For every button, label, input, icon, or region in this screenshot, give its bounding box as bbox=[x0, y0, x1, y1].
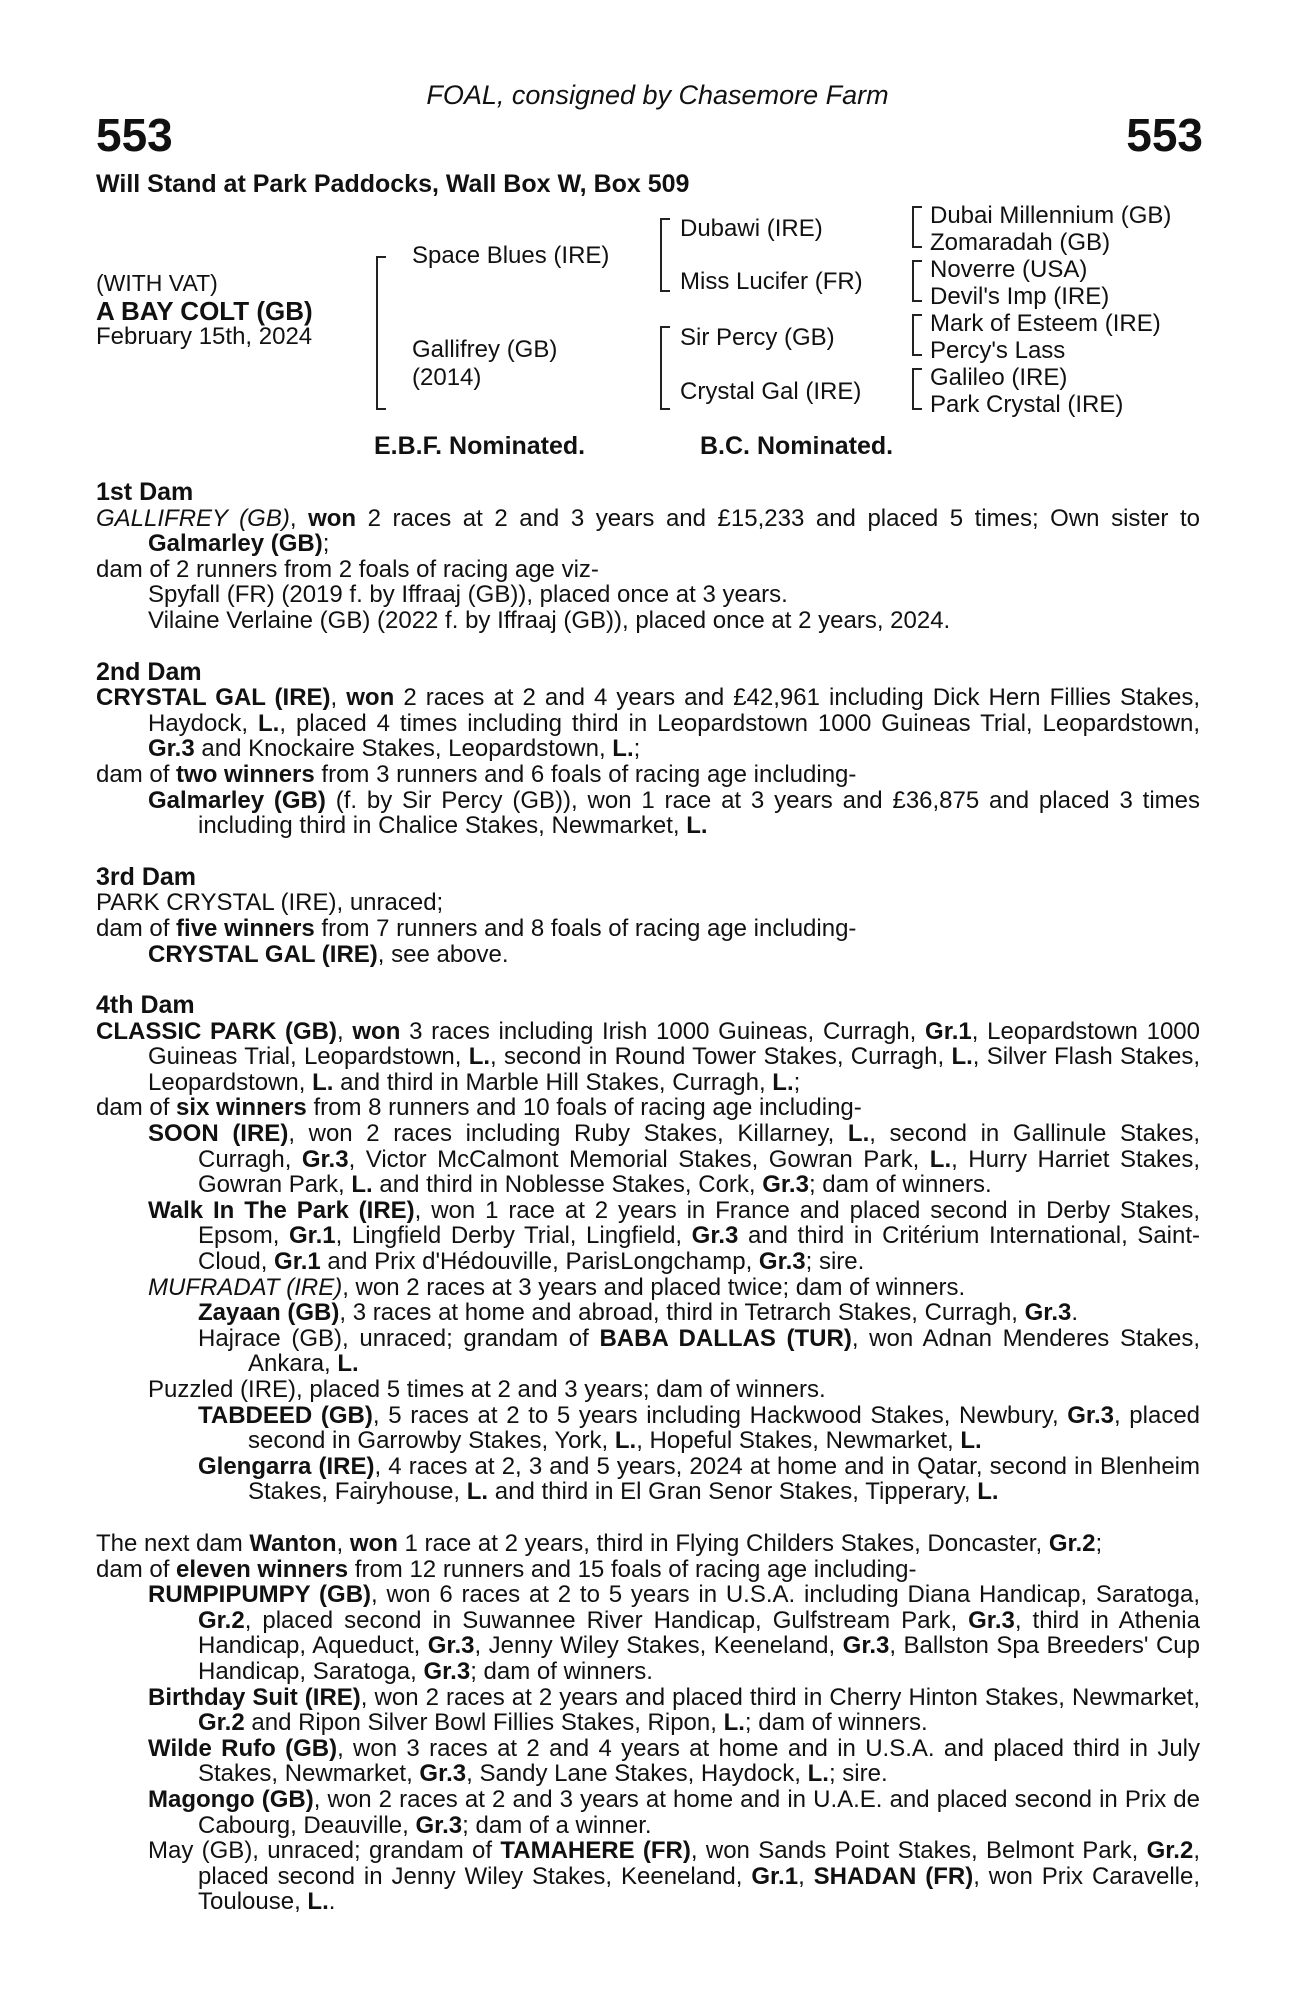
grand-produce-item: Hajrace (GB), unraced; grandam of BABA DALLAS (TUR), won Adnan Menderes Stakes, Ankara, L. bbox=[198, 1324, 1201, 1378]
sire-dam: Miss Lucifer (FR) bbox=[680, 268, 863, 295]
bc-nomination: B.C. Nominated. bbox=[700, 432, 894, 460]
fourth-dam-heading: 4th Dam bbox=[96, 991, 195, 1020]
produce-item: Spyfall (FR) (2019 f. by Iffraaj (GB)), placed once at 3 years. bbox=[148, 581, 788, 609]
consignor-line: FOAL, consigned by Chasemore Farm bbox=[426, 80, 889, 110]
fourth-dam-produce: dam of six winners from 8 runners and 10 foals of racing age including- bbox=[96, 1094, 862, 1122]
brace-sd bbox=[912, 260, 922, 302]
produce-item: CRYSTAL GAL (IRE), see above. bbox=[148, 940, 509, 968]
pedigree-brace-dam bbox=[660, 326, 670, 410]
pedigree-ddd: Park Crystal (IRE) bbox=[930, 391, 1124, 418]
pedigree-brace-sire bbox=[660, 218, 670, 292]
produce-item: Magongo (GB), won 2 races at 2 and 3 years at home and in U.A.E. and placed second in Prix de Cabourg, Deauville, Gr.3; dam of a winner. bbox=[148, 1785, 1201, 1839]
pedigree-dds: Galileo (IRE) bbox=[930, 364, 1068, 391]
lot-number-right: 553 bbox=[1126, 109, 1203, 161]
second-dam-produce: dam of two winners from 3 runners and 6 foals of racing age including- bbox=[96, 760, 857, 788]
horse-name: A BAY COLT (GB) bbox=[96, 296, 313, 326]
next-dam-produce: dam of eleven winners from 12 runners and 15 foals of racing age including- bbox=[96, 1555, 917, 1583]
produce-item: MUFRADAT (IRE), won 2 races at 3 years and placed twice; dam of winners. bbox=[148, 1273, 966, 1301]
sire-sire: Dubawi (IRE) bbox=[680, 215, 823, 242]
brace-dd bbox=[912, 368, 922, 410]
grand-produce-item: Zayaan (GB), 3 races at home and abroad, third in Tetrarch Stakes, Curragh, Gr.3. bbox=[198, 1299, 1079, 1327]
produce-item: Puzzled (IRE), placed 5 times at 2 and 3 years; dam of winners. bbox=[148, 1376, 826, 1403]
pedigree-dsd: Percy's Lass bbox=[930, 337, 1066, 364]
dam-sire: Sir Percy (GB) bbox=[680, 324, 835, 351]
next-dam-record: The next dam Wanton, won 1 race at 2 years, third in Flying Childers Stakes, Doncaster, Gr.2; bbox=[96, 1529, 1103, 1557]
pedigree-sds: Noverre (USA) bbox=[930, 256, 1088, 283]
first-dam-produce: dam of 2 runners from 2 foals of racing age viz- bbox=[96, 555, 599, 583]
third-dam-record: PARK CRYSTAL (IRE), unraced; bbox=[96, 889, 444, 917]
grand-produce-item: Glengarra (IRE), 4 races at 2, 3 and 5 years, 2024 at home and in Qatar, second in Blenheim Stakes, Fairyhouse, L. and third in El Gran Senor Stakes, Tipperary, L. bbox=[198, 1452, 1200, 1506]
produce-item: Wilde Rufo (GB), won 3 races at 2 and 4 years at home and in U.S.A. and placed third in July Stakes, Newmarket, Gr.3, Sandy Lane Stakes, Haydock, L.; sire. bbox=[148, 1734, 1200, 1788]
second-dam-record: CRYSTAL GAL (IRE), won 2 races at 2 and 4 years and £42,961 including Dick Hern Fillies Stakes, Haydock, L., placed 4 times including third in Leopardstown 1000 Guineas Trial, Leopardstown, Gr.3 and Knockaire Stakes, Leopardstown, L.; bbox=[96, 684, 1200, 763]
third-dam-produce: dam of five winners from 7 runners and 8 foals of racing age including- bbox=[96, 914, 857, 942]
first-dam-record: GALLIFREY (GB), won 2 races at 2 and 3 years and £15,233 and placed 5 times; Own sister to Galmarley (GB); bbox=[96, 504, 1200, 558]
horse-dob: February 15th, 2024 bbox=[96, 323, 313, 350]
produce-item: Walk In The Park (IRE), won 1 race at 2 years in France and placed second in Derby Stakes, Epsom, Gr.1, Lingfield Derby Trial, Lingfield, Gr.3 and third in Critérium International, Saint-Cloud, Gr.1 and Prix d'Hédouville, ParisLongchamp, Gr.3; sire. bbox=[148, 1196, 1201, 1276]
lot-number-left: 553 bbox=[96, 109, 173, 161]
produce-item: SOON (IRE), won 2 races including Ruby Stakes, Killarney, L., second in Gallinule Stakes, Curragh, Gr.3, Victor McCalmont Memorial Stakes, Gowran Park, L., Hurry Harriet Stakes, Gowran Park, L. and third in Noblesse Stakes, Cork, Gr.3; dam of winners. bbox=[148, 1120, 1201, 1199]
produce-item: RUMPIPUMPY (GB), won 6 races at 2 to 5 years in U.S.A. including Diana Handicap, Saratoga, Gr.2, placed second in Suwannee River Handicap, Gulfstream Park, Gr.3, third in Athenia Handicap, Aqueduct, Gr.3, Jenny Wiley Stakes, Keeneland, Gr.3, Ballston Spa Breeders' Cup Handicap, Saratoga, Gr.3; dam of winners. bbox=[148, 1581, 1200, 1685]
first-dam-heading: 1st Dam bbox=[96, 478, 194, 506]
grand-produce-item: TABDEED (GB), 5 races at 2 to 5 years including Hackwood Stakes, Newbury, Gr.3, placed second in Garrowby Stakes, York, L., Hopeful Stakes, Newmarket, L. bbox=[198, 1401, 1201, 1455]
brace-ss bbox=[912, 206, 922, 248]
second-dam-heading: 2nd Dam bbox=[96, 657, 202, 686]
produce-item: Galmarley (GB) (f. by Sir Percy (GB)), won 1 race at 3 years and £36,875 and placed 3 times including third in Chalice Stakes, Newmarket, L. bbox=[148, 786, 1200, 840]
pedigree-sss: Dubai Millennium (GB) bbox=[930, 202, 1172, 229]
brace-ds bbox=[912, 314, 922, 356]
pedigree-sdd: Devil's Imp (IRE) bbox=[930, 283, 1110, 310]
sire-name: Space Blues (IRE) bbox=[412, 242, 610, 269]
pedigree-ssd: Zomaradah (GB) bbox=[930, 229, 1111, 256]
dam-name: Gallifrey (GB) bbox=[412, 336, 558, 363]
third-dam-heading: 3rd Dam bbox=[96, 862, 197, 891]
vat-label: (WITH VAT) bbox=[96, 270, 218, 296]
produce-item: Vilaine Verlaine (GB) (2022 f. by Iffraaj (GB)), placed once at 2 years, 2024. bbox=[148, 606, 951, 634]
fourth-dam-record: CLASSIC PARK (GB), won 3 races including Irish 1000 Guineas, Curragh, Gr.1, Leopardstown 1000 Guineas Trial, Leopardstown, L., second in Round Tower Stakes, Curragh, L., Silver Flash Stakes, Leopardstown, L. and third in Marble Hill Stakes, Curragh, L.; bbox=[96, 1017, 1201, 1096]
produce-item: Birthday Suit (IRE), won 2 races at 2 years and placed third in Cherry Hinton Stakes, Newmarket, Gr.2 and Ripon Silver Bowl Fillies Stakes, Ripon, L.; dam of winners. bbox=[148, 1683, 1200, 1737]
catalogue-body bbox=[96, 480, 1200, 1915]
pedigree-brace-main bbox=[376, 256, 386, 410]
ebf-nomination: E.B.F. Nominated. bbox=[374, 432, 586, 460]
stable-location: Will Stand at Park Paddocks, Wall Box W, Box 509 bbox=[96, 170, 690, 198]
produce-item: May (GB), unraced; grandam of TAMAHERE (FR), won Sands Point Stakes, Belmont Park, Gr.2, placed second in Jenny Wiley Stakes, Keeneland, Gr.1, SHADAN (FR), won Prix Caravelle, Toulouse, L.. bbox=[148, 1837, 1201, 1916]
dam-dam: Crystal Gal (IRE) bbox=[680, 378, 862, 405]
dam-year: (2014) bbox=[412, 364, 482, 391]
pedigree-dss: Mark of Esteem (IRE) bbox=[930, 310, 1161, 337]
